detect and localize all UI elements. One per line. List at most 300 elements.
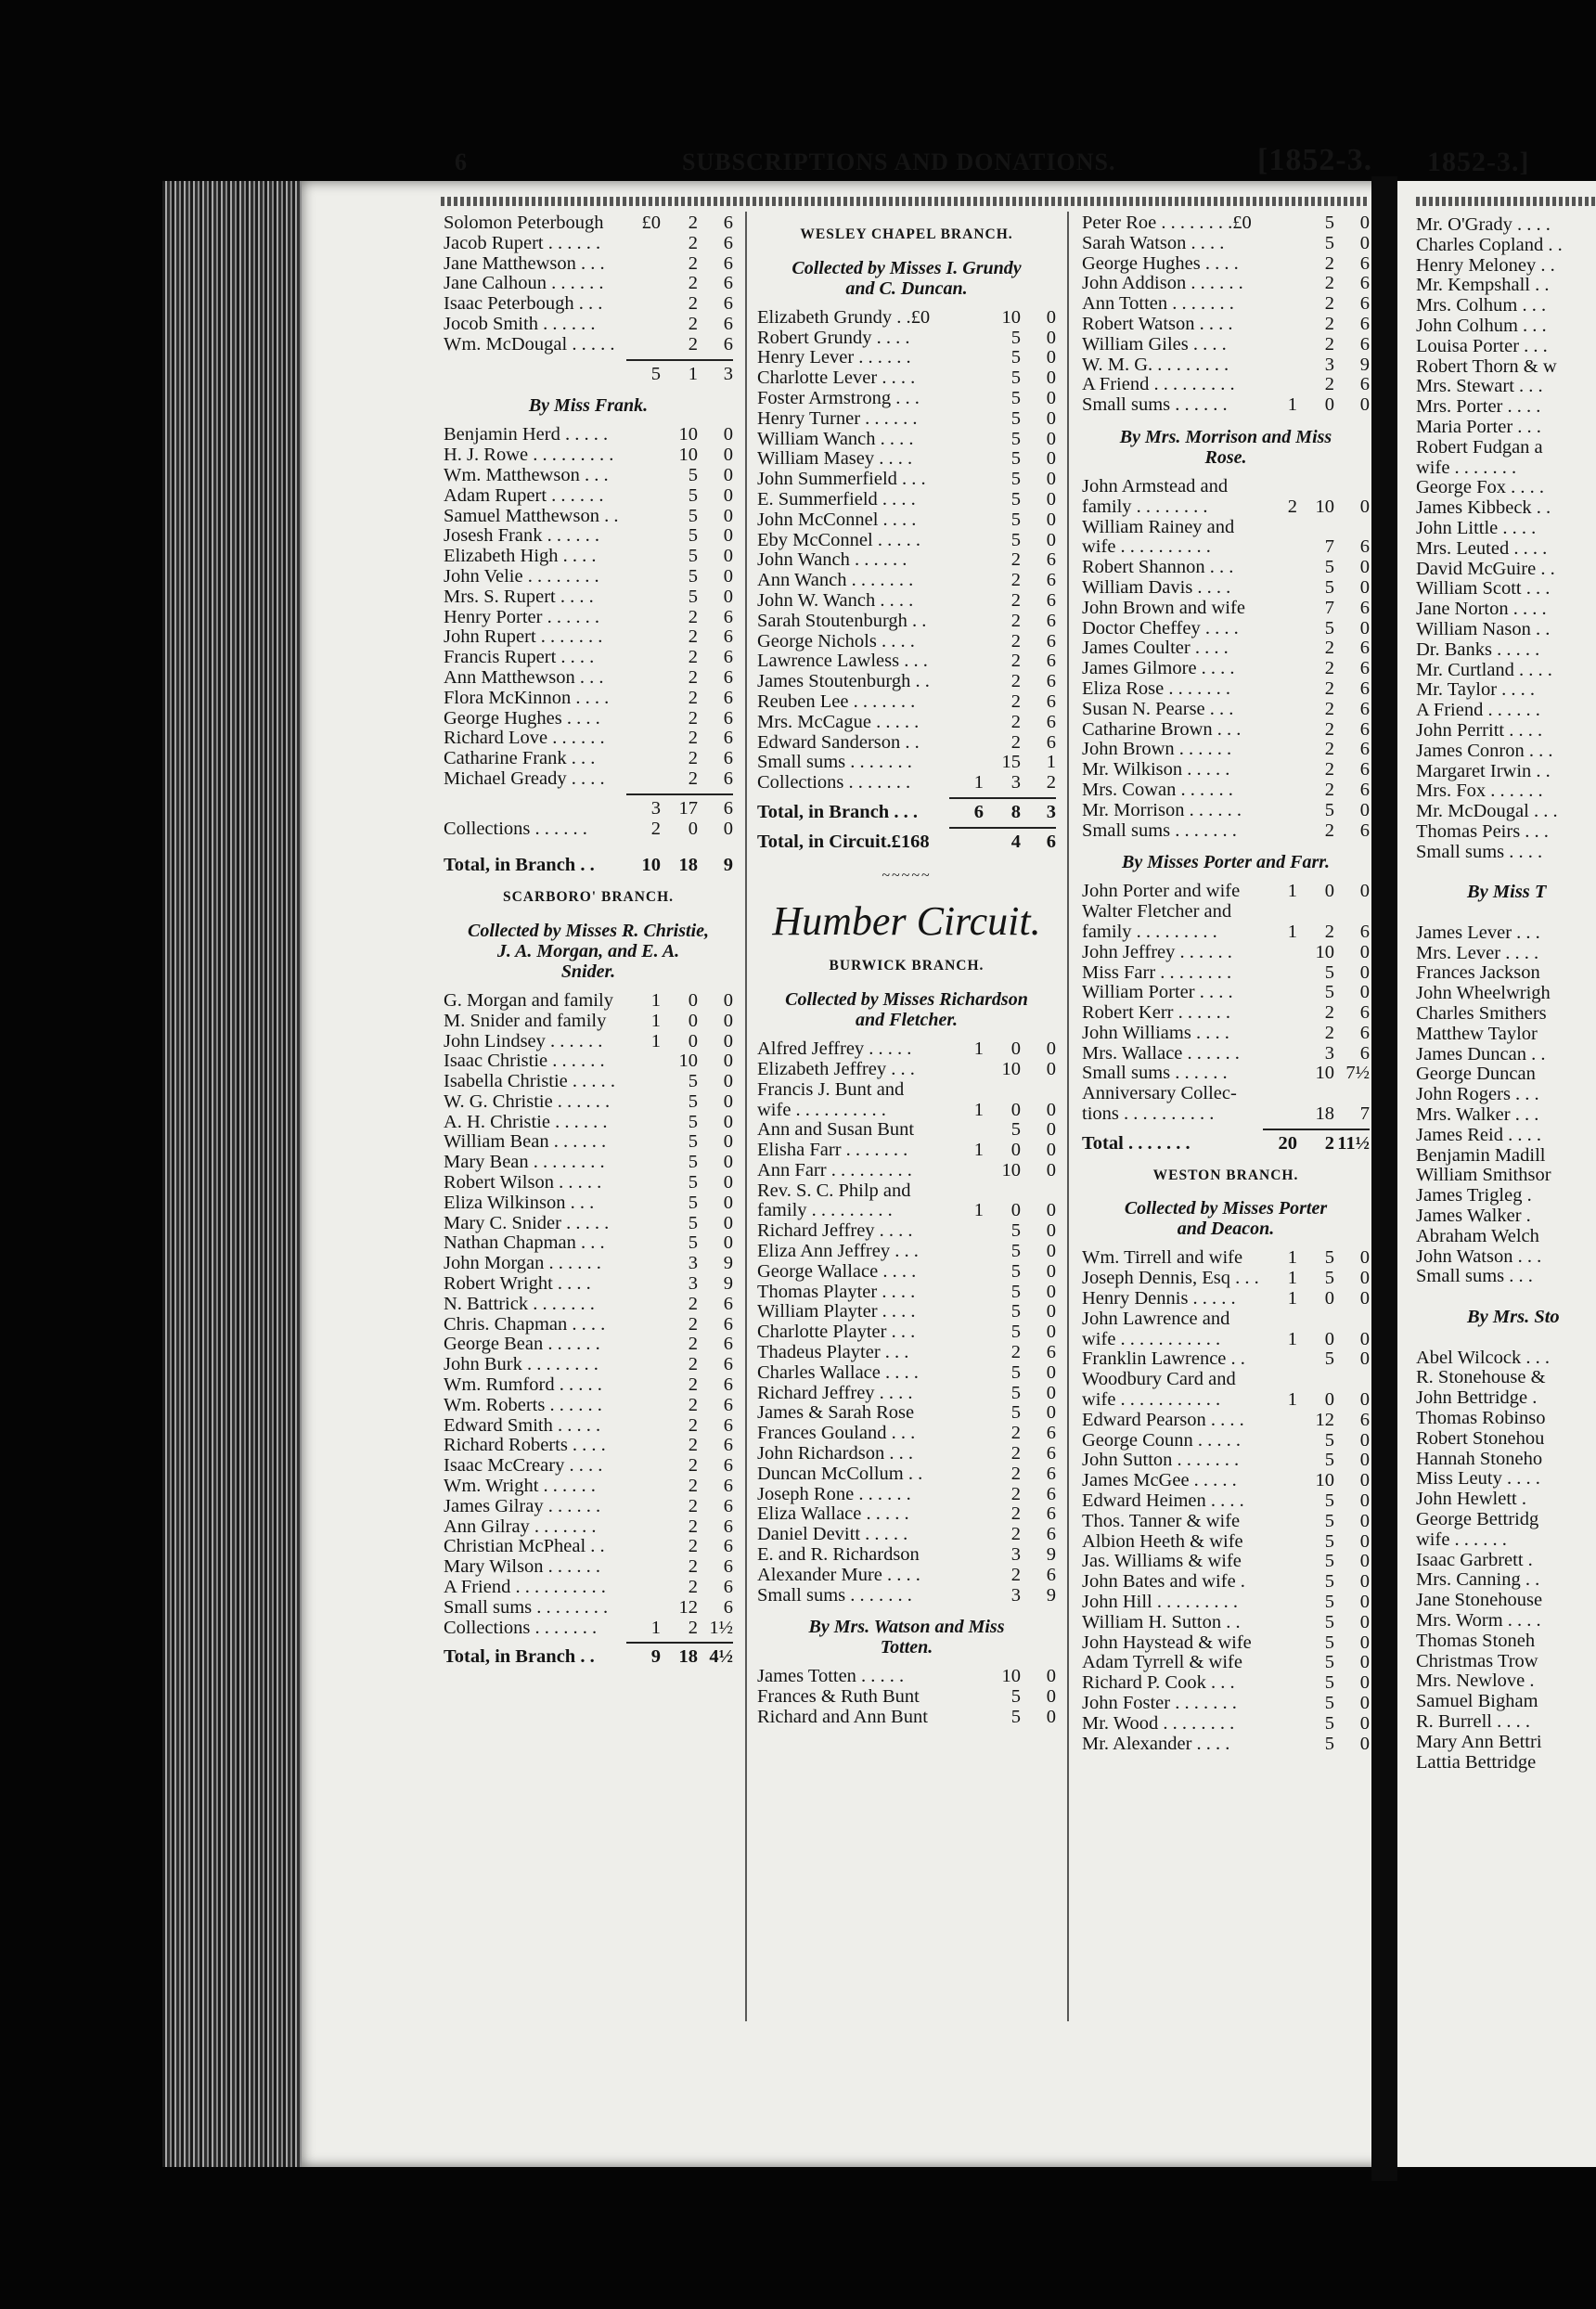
- amount-shillings: 2: [1010, 610, 1021, 631]
- right-page-line: Mr. O'Grady . . . .: [1416, 214, 1551, 235]
- amount-shillings: 2: [1324, 779, 1334, 800]
- amount-shillings: 2: [1010, 1503, 1021, 1525]
- subscriber-name: Joseph Dennis, Esq . . .: [1082, 1269, 1259, 1289]
- subscriber-name: A Friend . . . . . . . . .: [1082, 375, 1235, 395]
- amount-shillings: 2: [1010, 1463, 1021, 1484]
- entry-row: [757, 308, 1056, 329]
- right-page-line: James Walker .: [1416, 1206, 1531, 1227]
- amount-pence: 0: [1046, 1686, 1056, 1708]
- branch-heading: SCARBORO' BRANCH.: [502, 889, 675, 906]
- amount-pence: 6: [1359, 759, 1370, 780]
- amount-pence: 0: [723, 989, 733, 1011]
- amount-shillings: 2: [1010, 690, 1021, 712]
- amount-pounds: [1277, 760, 1297, 780]
- subscriber-name: William Davis . . . .: [1082, 577, 1231, 598]
- amount-pence: 6: [1359, 1002, 1370, 1024]
- subscriber-name: Samuel Matthewson . .: [444, 506, 619, 526]
- amount-shillings: 2: [688, 333, 698, 355]
- amount-shillings: 2: [1010, 651, 1021, 672]
- entry-row: [444, 608, 733, 628]
- amount-shillings: 5: [688, 1192, 698, 1213]
- amount-shillings: 10: [678, 445, 698, 466]
- amount-pounds: [963, 470, 984, 490]
- right-page-line: Henry Meloney . .: [1416, 254, 1555, 276]
- subscriber-name: Wm. Rumford . . . . .: [444, 1375, 602, 1396]
- entry-row: [1082, 558, 1370, 578]
- entry-row: [1082, 821, 1370, 842]
- amount-shillings: 2: [688, 1374, 698, 1396]
- amount-pence: 0: [723, 1010, 733, 1031]
- entry-row: [757, 1687, 1056, 1708]
- amount-shillings: 10: [1001, 1666, 1021, 1687]
- amount-pence: 0: [1359, 1450, 1370, 1471]
- amount-shillings: 12: [678, 1596, 698, 1618]
- sum-rule: [626, 793, 733, 795]
- entry-row: [444, 1416, 733, 1437]
- amount-shillings: [1297, 1084, 1334, 1104]
- right-page-line: Charles Smithers: [1416, 1003, 1547, 1025]
- spacer: [444, 839, 733, 856]
- amount-pence: 6: [1359, 658, 1370, 679]
- entry-row: [757, 773, 1056, 793]
- entry-row: [757, 1101, 1056, 1121]
- amount-shillings: 5: [1010, 488, 1021, 510]
- amount-shillings: 5: [1010, 1281, 1021, 1302]
- amount-pounds: [1277, 1024, 1297, 1044]
- entry-row: [444, 1032, 733, 1052]
- subscriber-name: Richard Love . . . . . .: [444, 729, 605, 749]
- amount-pence: 2: [1046, 772, 1056, 793]
- amount-pounds: [640, 1214, 661, 1234]
- subscriber-name: Richard Jeffrey . . . .: [757, 1221, 913, 1242]
- amount-pence: 6: [723, 666, 733, 688]
- subscriber-name: Jas. Williams & wife: [1082, 1552, 1242, 1572]
- amount-pounds: [640, 507, 661, 527]
- amount-shillings: 5: [688, 484, 698, 506]
- amount-shillings: 2: [1010, 1423, 1021, 1444]
- amount-pounds: [640, 1233, 661, 1254]
- subscriber-name: Edward Pearson . . . .: [1082, 1410, 1244, 1430]
- subscriber-name: Eliza Rose . . . . . . .: [1082, 678, 1230, 699]
- amount-pence: 0: [1359, 1348, 1370, 1370]
- right-page-line: Hannah Stoneho: [1416, 1448, 1543, 1469]
- amount-shillings: 5: [1010, 1382, 1021, 1403]
- amount-shillings: 5: [1324, 799, 1334, 820]
- subscriber-name: Frances Gouland . . .: [757, 1424, 916, 1444]
- amount-pounds: [640, 1456, 661, 1477]
- amount-pounds: [963, 329, 984, 349]
- right-page-line: Mrs. Leuted . . . .: [1416, 537, 1548, 559]
- amount-shillings: 5: [1010, 529, 1021, 550]
- collector-heading: By Misses Porter and Farr.: [1122, 852, 1330, 873]
- subscriber-name: William H. Sutton . .: [1082, 1612, 1241, 1632]
- right-page-line: James Trigleg .: [1416, 1185, 1532, 1206]
- entry-row: [757, 470, 1056, 490]
- subscriber-name: Total, in Branch . .: [444, 1647, 595, 1668]
- entry-row: [757, 1384, 1056, 1404]
- collector-heading: Collected by Misses I. Grundy and C. Duncan.: [792, 257, 1022, 299]
- amount-shillings: 0: [1010, 1038, 1021, 1060]
- amount-pence: 0: [1359, 1571, 1370, 1593]
- amount-shillings: 2: [688, 707, 698, 729]
- subscriber-name: George Bean . . . . . .: [444, 1335, 600, 1355]
- subscriber-name: Collections . . . . . . .: [444, 1618, 598, 1638]
- amount-shillings: 5: [1324, 961, 1334, 983]
- amount-pounds: [963, 1120, 984, 1141]
- amount-shillings: 2: [1324, 374, 1334, 395]
- subscriber-name: Henry Porter . . . . . .: [444, 607, 599, 627]
- amount-pounds: [963, 1262, 984, 1283]
- amount-shillings: 2: [1010, 1564, 1021, 1585]
- amount-pounds: [640, 425, 661, 445]
- amount-pounds: 6: [973, 801, 984, 822]
- subscriber-name: Henry Turner . . . . . .: [757, 408, 918, 429]
- right-page-line: Mr. Kempshall . .: [1416, 275, 1550, 296]
- entry-row: [1082, 1044, 1370, 1064]
- subscriber-name: John Williams . . . .: [1082, 1023, 1229, 1043]
- circuit-heading: Humber Circuit.: [772, 898, 1041, 945]
- amount-pounds: [963, 1687, 984, 1708]
- subscriber-name: Mary C. Snider . . . . .: [444, 1213, 610, 1233]
- amount-pence: [1334, 477, 1370, 497]
- amount-shillings: 12: [1315, 1409, 1334, 1430]
- amount-pounds: [640, 1537, 661, 1557]
- amount-shillings: 2: [1010, 671, 1021, 692]
- amount-shillings: 2: [1010, 711, 1021, 732]
- subscriber-name: Woodbury Card and: [1082, 1370, 1236, 1390]
- subscriber-name: John Jeffrey . . . . . .: [1082, 942, 1232, 962]
- amount-shillings: 2: [1324, 1022, 1334, 1043]
- amount-pence: 0: [1359, 1510, 1370, 1531]
- entry-row: [1082, 1451, 1370, 1471]
- amount-pounds: 1: [1287, 1328, 1297, 1349]
- amount-pounds: [963, 449, 984, 470]
- amount-pence: 0: [723, 1192, 733, 1213]
- amount-shillings: 2: [1324, 252, 1334, 274]
- amount-shillings: 2: [688, 293, 698, 315]
- right-page-line: Mr. Curtland . . . .: [1416, 659, 1552, 680]
- entry-row: [1082, 700, 1370, 720]
- amount-pounds: [963, 1322, 984, 1343]
- right-page-line: John Watson . . .: [1416, 1245, 1542, 1267]
- subscriber-name: Charlotte Playter . . .: [757, 1322, 916, 1343]
- entry-row: [444, 1578, 733, 1598]
- amount-pence: 0: [1359, 617, 1370, 639]
- entry-row: [444, 254, 733, 275]
- entry-row: [444, 1456, 733, 1477]
- entry-row: [444, 819, 733, 840]
- amount-pounds: [963, 1485, 984, 1505]
- amount-pence: 6: [723, 626, 733, 648]
- entry-row: [444, 445, 733, 466]
- page-number: 6: [455, 148, 468, 175]
- amount-shillings: 10: [678, 424, 698, 445]
- amount-pence: 0: [723, 586, 733, 607]
- entry-row: [757, 1060, 1056, 1080]
- amount-pounds: 1: [650, 1010, 661, 1031]
- amount-pounds: 1: [1287, 921, 1297, 942]
- amount-shillings: 3: [1010, 772, 1021, 793]
- amount-pounds: [963, 1343, 984, 1363]
- amount-shillings: 2: [1324, 1132, 1334, 1154]
- column-one: [444, 213, 733, 1668]
- subscriber-name: Total, in Branch . . .: [757, 802, 918, 822]
- amount-pounds: [963, 832, 984, 853]
- amount-pence: [1021, 1181, 1056, 1202]
- entry-row: [757, 1464, 1056, 1485]
- subscriber-name: Miss Farr . . . . . . . .: [1082, 962, 1232, 983]
- amount-shillings: 2: [1324, 273, 1334, 294]
- amount-pence: 6: [1046, 1564, 1056, 1585]
- amount-pounds: [963, 1181, 984, 1202]
- amount-pounds: [640, 749, 661, 769]
- subscriber-name: Jocob Smith . . . . . .: [444, 314, 596, 334]
- entry-row: [757, 389, 1056, 409]
- amount-shillings: 5: [1324, 1693, 1334, 1713]
- amount-pence: 6: [1046, 651, 1056, 672]
- amount-pence: 6: [1046, 1524, 1056, 1545]
- entry-row: [757, 1424, 1056, 1444]
- amount-shillings: 2: [1010, 1342, 1021, 1363]
- amount-shillings: [1297, 1309, 1334, 1330]
- amount-pence: 6: [723, 1577, 733, 1598]
- entry-row: [1082, 335, 1370, 355]
- entry-row: [757, 713, 1056, 733]
- right-page-line: James Kibbeck . .: [1416, 497, 1551, 519]
- right-page-line: [1416, 1287, 1563, 1308]
- entry-row: [1082, 1330, 1370, 1350]
- amount-pounds: 9: [650, 1646, 661, 1668]
- entry-row: [757, 531, 1056, 551]
- subscriber-name: Edward Heimen . . . .: [1082, 1491, 1244, 1512]
- amount-pence: 0: [1359, 1389, 1370, 1411]
- entry-row: [1082, 1613, 1370, 1633]
- subscriber-name: Thos. Tanner & wife: [1082, 1511, 1241, 1531]
- amount-pounds: [963, 1444, 984, 1464]
- amount-pounds: [963, 1525, 984, 1545]
- amount-pounds: [1277, 274, 1297, 294]
- amount-pounds: [963, 1504, 984, 1525]
- right-page-line: Mrs. Worm . . . .: [1416, 1609, 1541, 1631]
- entry-row: [444, 315, 733, 335]
- entry-row: [1082, 234, 1370, 254]
- right-page-line: Jane Norton . . . .: [1416, 599, 1547, 620]
- entry-row: [1082, 1411, 1370, 1431]
- subscriber-name: Wm. Wright . . . . . .: [444, 1477, 596, 1497]
- amount-pounds: [1277, 335, 1297, 355]
- amount-pounds: [963, 550, 984, 571]
- entry-row: [1082, 395, 1370, 416]
- entry-row: [444, 1537, 733, 1557]
- amount-pence: 6: [1046, 570, 1056, 591]
- amount-shillings: 2: [1010, 1443, 1021, 1464]
- amount-pounds: [963, 1242, 984, 1262]
- amount-shillings: 2: [1010, 589, 1021, 611]
- amount-pounds: [640, 769, 661, 790]
- amount-pence: 6: [723, 707, 733, 729]
- amount-pounds: [1277, 619, 1297, 639]
- amount-pence: 0: [1359, 1672, 1370, 1694]
- entry-row: [444, 1051, 733, 1072]
- right-page-line: Dr. Banks . . . . .: [1416, 639, 1540, 660]
- branch-heading: WESLEY CHAPEL BRANCH.: [800, 226, 1013, 242]
- subscriber-name: Mrs. S. Rupert . . . .: [444, 587, 594, 607]
- amount-pounds: [963, 510, 984, 531]
- amount-shillings: [1297, 1370, 1334, 1390]
- entry-row: [757, 1485, 1056, 1505]
- right-page-line: Robert Fudgan a: [1416, 436, 1543, 458]
- amount-pence: 7: [1359, 1103, 1370, 1125]
- subscriber-name: James Coulter . . . .: [1082, 639, 1229, 659]
- subscriber-name: John Bates and wife .: [1082, 1572, 1245, 1593]
- amount-pence: 6: [1359, 293, 1370, 315]
- amount-pence: 0: [1046, 1159, 1056, 1180]
- amount-pence: 0: [1046, 509, 1056, 530]
- amount-shillings: 5: [1010, 1260, 1021, 1282]
- amount-shillings: 2: [1324, 658, 1334, 679]
- amount-shillings: 2: [1324, 739, 1334, 760]
- amount-pence: 6: [1046, 1342, 1056, 1363]
- right-page-line: William Scott . . .: [1416, 578, 1551, 600]
- entry-row: [1082, 1593, 1370, 1613]
- amount-pence: 0: [1046, 469, 1056, 490]
- amount-pence: [1334, 518, 1370, 538]
- subscriber-name: [444, 365, 640, 385]
- amount-pence: 6: [1046, 549, 1056, 571]
- subscriber-name: Isaac Christie . . . . . .: [444, 1051, 605, 1072]
- amount-shillings: 5: [1324, 1672, 1334, 1694]
- entry-row: [1082, 1003, 1370, 1024]
- subscriber-name: Henry Lever . . . . . .: [757, 348, 911, 368]
- amount-shillings: 5: [1010, 428, 1021, 449]
- amount-pounds: [1277, 477, 1297, 497]
- amount-pounds: [963, 531, 984, 551]
- book-spine: [1371, 176, 1397, 2181]
- amount-shillings: 2: [1010, 731, 1021, 753]
- entry-row: [1082, 537, 1370, 558]
- subscriber-name: John Wanch . . . . . .: [757, 550, 907, 571]
- subscriber-name: family . . . . . . . .: [1082, 497, 1208, 517]
- amount-pence: 9: [1046, 1544, 1056, 1566]
- amount-pence: 6: [723, 1414, 733, 1436]
- amount-pounds: [1277, 1064, 1297, 1084]
- subscriber-name: John Lindsey . . . . . .: [444, 1031, 603, 1051]
- amount-shillings: 2: [688, 687, 698, 708]
- entry-row: [1082, 1552, 1370, 1572]
- amount-pounds: [640, 709, 661, 729]
- amount-pounds: [640, 1517, 661, 1538]
- right-page-line: Thomas Robinso: [1416, 1408, 1546, 1429]
- sum-rule: [1263, 1129, 1370, 1130]
- subscriber-name: Small sums . . . . . . .: [757, 753, 912, 773]
- entry-row: [1082, 1633, 1370, 1654]
- entry-row: [444, 1214, 733, 1234]
- amount-pence: 6: [723, 1536, 733, 1557]
- right-page-line: Benjamin Madill: [1416, 1144, 1546, 1166]
- amount-pence: 6: [723, 1334, 733, 1355]
- amount-pence: 6: [1359, 921, 1370, 942]
- subscriber-name: Peter Roe . . . . . . . .£0: [1082, 213, 1252, 233]
- amount-shillings: 5: [1324, 617, 1334, 639]
- amount-shillings: 5: [1324, 1712, 1334, 1734]
- amount-shillings: 5: [1010, 387, 1021, 408]
- amount-shillings: 10: [1315, 1063, 1334, 1084]
- amount-pounds: [640, 1274, 661, 1295]
- collector-heading: Collected by Misses Richardson and Fletcher.: [785, 989, 1028, 1031]
- entry-row: [444, 1375, 733, 1396]
- right-page-line: Margaret Irwin . .: [1416, 760, 1551, 781]
- amount-pounds: [1277, 1104, 1297, 1125]
- subscriber-name: Robert Shannon . . .: [1082, 558, 1234, 578]
- subscriber-name: Wm. Tirrell and wife: [1082, 1248, 1243, 1269]
- total-row: [444, 1647, 733, 1668]
- subscriber-name: Mary Wilson . . . . . .: [444, 1557, 601, 1578]
- amount-shillings: 5: [1010, 327, 1021, 348]
- amount-pence: 0: [1359, 1611, 1370, 1632]
- entry-row: [1082, 355, 1370, 376]
- entry-row: [1082, 1653, 1370, 1673]
- amount-pence: 0: [1359, 1693, 1370, 1713]
- amount-pence: 9: [1359, 354, 1370, 375]
- subscriber-name: James Gilmore . . . .: [1082, 659, 1235, 679]
- right-page-line: Mr. McDougal . . .: [1416, 801, 1558, 822]
- running-year: [1852-3.: [1257, 143, 1373, 177]
- entry-row: [757, 1201, 1056, 1221]
- subscriber-name: James Totten . . . . .: [757, 1667, 905, 1687]
- subscriber-name: John Hill . . . . . . . . .: [1082, 1593, 1238, 1613]
- amount-shillings: 0: [1010, 1200, 1021, 1221]
- entry-row: [444, 365, 733, 385]
- amount-pounds: [1277, 821, 1297, 842]
- subscriber-name: Isaac Peterbough . . .: [444, 294, 603, 315]
- amount-pence: 0: [1359, 1733, 1370, 1754]
- amount-pence: 6: [1046, 831, 1056, 852]
- amount-pence: 0: [1359, 213, 1370, 233]
- amount-pounds: [1277, 1512, 1297, 1532]
- amount-shillings: 5: [688, 505, 698, 526]
- column-three: [1082, 213, 1370, 1754]
- sum-rule: [949, 827, 1056, 829]
- entry-row: [1082, 882, 1370, 902]
- amount-shillings: [1297, 477, 1334, 497]
- collector-heading: Collected by Misses Porter and Deacon.: [1124, 1198, 1328, 1240]
- subscriber-name: Ann Farr . . . . . . . . .: [757, 1160, 912, 1180]
- amount-pounds: [963, 672, 984, 692]
- entry-row: [757, 612, 1056, 632]
- amount-shillings: 5: [1324, 1450, 1334, 1471]
- amount-shillings: 2: [688, 728, 698, 749]
- subscriber-name: W. M. G. . . . . . . . .: [1082, 355, 1229, 375]
- subscriber-name: wife . . . . . . . . . .: [757, 1100, 886, 1120]
- subscriber-name: Solomon Peterbough: [444, 213, 604, 233]
- amount-shillings: 5: [1010, 347, 1021, 368]
- amount-pounds: [1277, 213, 1297, 234]
- right-page-line: John Colhum . . .: [1416, 315, 1547, 336]
- subscriber-name: John Armstead and: [1082, 476, 1229, 497]
- entry-row: [444, 486, 733, 507]
- amount-pence: 0: [723, 525, 733, 547]
- amount-pounds: [1277, 537, 1297, 558]
- entry-row: [1082, 1309, 1370, 1330]
- amount-pounds: [963, 1302, 984, 1322]
- entry-row: [444, 1436, 733, 1456]
- subscriber-name: M. Snider and family: [444, 1011, 607, 1031]
- amount-pence: 0: [1046, 368, 1056, 389]
- amount-shillings: 0: [688, 989, 698, 1011]
- amount-shillings: 3: [1010, 1584, 1021, 1606]
- subscriber-name: Robert Watson . . . .: [1082, 314, 1233, 334]
- subscriber-name: Anniversary Collec-: [1082, 1084, 1237, 1104]
